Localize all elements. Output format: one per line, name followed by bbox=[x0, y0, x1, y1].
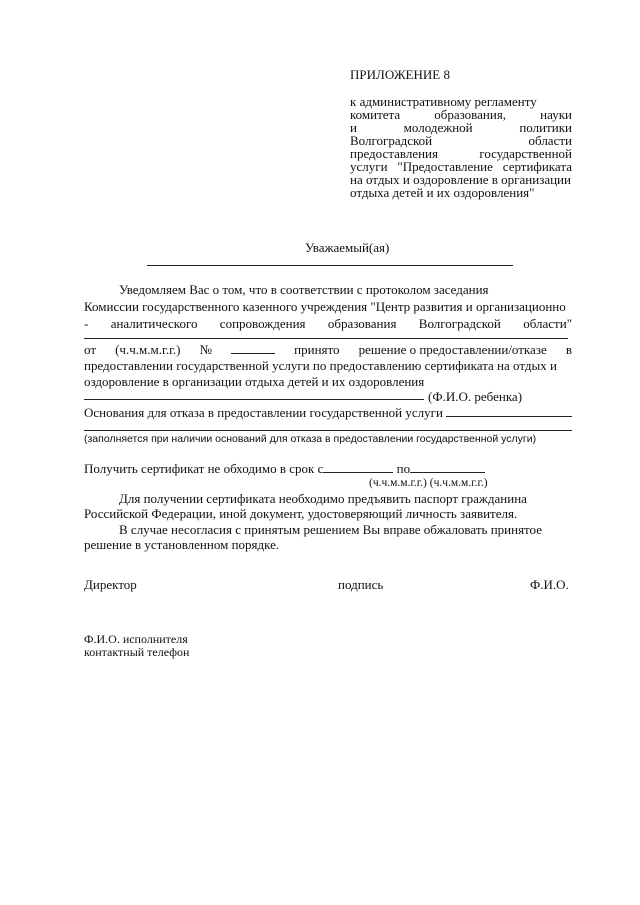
regulation-reference-line bbox=[350, 172, 572, 185]
regulation-reference-line bbox=[350, 107, 572, 120]
passport-line-1: Для получении сертификата необходимо предъявить паспорт гражданина bbox=[119, 491, 527, 506]
number-sign: № bbox=[199, 342, 212, 357]
regulation-reference-word: области bbox=[528, 133, 572, 148]
decision-line-2: предоставлении государственной услуги по предоставлению сертификата на отдых и bbox=[84, 358, 557, 373]
appeal-line-1: В случае несогласия с принятым решением Вы вправе обжаловать принятое bbox=[119, 522, 542, 537]
regulation-reference-word: молодежной bbox=[403, 120, 473, 135]
term-date-hints: (ч.ч.м.м.г.г.) (ч.ч.м.м.г.г.) bbox=[369, 477, 488, 489]
notice-word: сопровождения bbox=[219, 316, 306, 331]
regulation-reference-word: науки bbox=[540, 107, 572, 122]
appendix-title: ПРИЛОЖЕНИЕ 8 bbox=[350, 67, 450, 82]
regulation-reference-word: комитета bbox=[350, 107, 401, 122]
decision-line-1: от (ч.ч.м.м.г.г.) № принято решение о предоставлении/отказе в bbox=[84, 342, 572, 357]
date-hint: (ч.ч.м.м.г.г.) bbox=[115, 342, 181, 357]
regulation-reference bbox=[350, 94, 572, 198]
protocol-number-blank bbox=[231, 342, 275, 354]
notice-word: аналитического bbox=[110, 316, 198, 331]
decision-line-3: оздоровление в организации отдыха детей и их оздоровления bbox=[84, 374, 425, 389]
appeal-line-2: решение в установленном порядке. bbox=[84, 537, 280, 552]
regulation-reference-word: государственной bbox=[479, 146, 572, 161]
passport-line-2: Российской Федерации, иной документ, удостоверяющий личность заявителя. bbox=[84, 506, 518, 521]
notice-word: Волгоградской bbox=[418, 316, 501, 331]
refusal-reason-line-2 bbox=[84, 430, 572, 431]
child-name-label: (Ф.И.О. ребенка) bbox=[428, 389, 523, 404]
from-label: от bbox=[84, 342, 97, 357]
notice-line-1: Уведомляем Вас о том, что в соответствии с протоколом заседания bbox=[119, 282, 489, 297]
regulation-reference-word: сертификата bbox=[502, 159, 572, 174]
director-fio-label: Ф.И.О. bbox=[530, 577, 569, 592]
regulation-reference-word: политики bbox=[519, 120, 572, 135]
notice-line-3 bbox=[84, 316, 572, 331]
notice-line-2: Комиссии государственного казенного учреждения "Центр развития и организационно bbox=[84, 299, 566, 314]
director-label: Директор bbox=[84, 577, 137, 592]
notice-word: области" bbox=[523, 316, 572, 331]
regulation-reference-word: отдыха детей и их оздоровления" bbox=[350, 185, 535, 200]
salutation: Уважаемый(ая) bbox=[305, 240, 390, 255]
regulation-reference-line bbox=[350, 146, 572, 159]
addressee-name-line bbox=[147, 265, 513, 266]
regulation-reference-word: Волгоградской bbox=[350, 133, 433, 148]
refusal-note: (заполняется при наличии оснований для отказа в предоставлении государственной услуги) bbox=[84, 433, 537, 445]
regulation-reference-line bbox=[350, 159, 572, 172]
regulation-reference-word: и bbox=[350, 120, 357, 135]
contact-phone-label: контактный телефон bbox=[84, 645, 190, 659]
signature-label: подпись bbox=[338, 577, 384, 592]
term-to-blank bbox=[410, 461, 485, 473]
term-line: Получить сертификат не обходимо в срок с по bbox=[84, 461, 485, 476]
child-name-line bbox=[84, 399, 424, 400]
regulation-reference-word: образования, bbox=[434, 107, 507, 122]
protocol-blank-line bbox=[84, 338, 568, 339]
regulation-reference-word: услуги bbox=[350, 159, 388, 174]
regulation-reference-word: предоставления bbox=[350, 146, 438, 161]
refusal-reason-line-1 bbox=[446, 416, 572, 417]
regulation-reference-line bbox=[350, 94, 572, 107]
executor-name-label: Ф.И.О. исполнителя bbox=[84, 632, 188, 646]
notice-word: образования bbox=[327, 316, 397, 331]
notice-word: - bbox=[84, 316, 89, 331]
regulation-reference-word: к административному регламенту bbox=[350, 94, 537, 109]
term-from-blank bbox=[323, 461, 393, 473]
regulation-reference-word: "Предоставление bbox=[397, 159, 493, 174]
refusal-reason-label: Основания для отказа в предоставлении государственной услуги bbox=[84, 405, 443, 420]
regulation-reference-word: на отдых и оздоровление в организации bbox=[350, 172, 571, 187]
